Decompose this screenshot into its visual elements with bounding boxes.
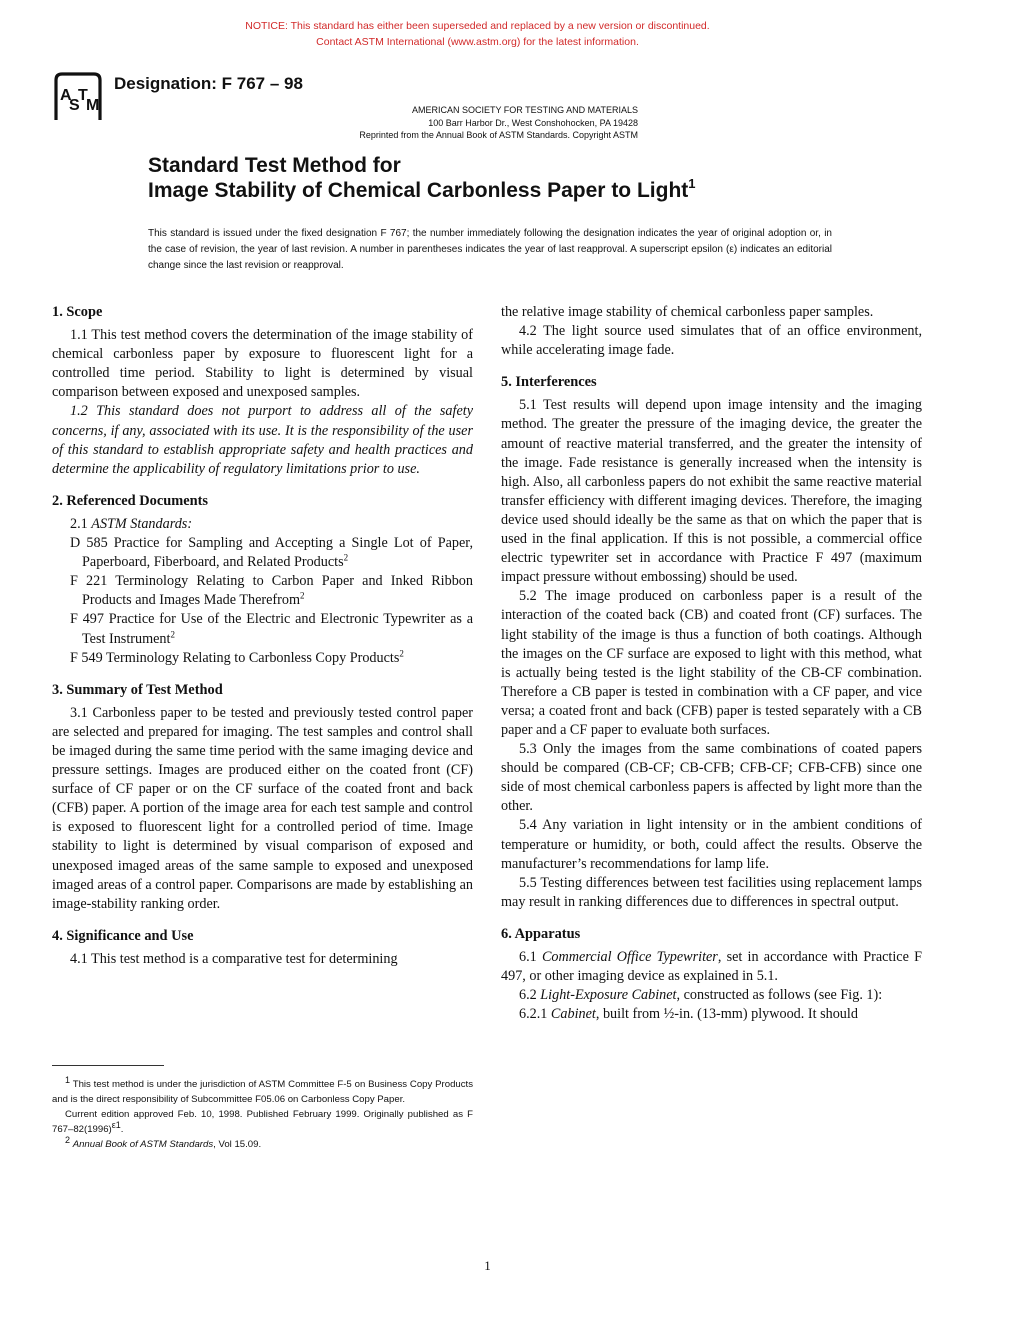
significance-heading: 4. Significance and Use (52, 927, 194, 944)
ref-item-text: D 585 Practice for Sampling and Accepting a Single Lot of Paper, Paperboard, Fiberboard, and Related Products (70, 535, 473, 571)
footnote-1-mark: 1 (65, 1074, 71, 1085)
ref-heading: 2. Referenced Documents (52, 492, 208, 509)
page-number: 1 (484, 1258, 491, 1273)
ref-item-text: F 497 Practice for Use of the Electric and Electronic Typewriter as a Test Instrument (70, 611, 473, 647)
app-6-1-italic: Commercial Office Typewriter (541, 949, 718, 965)
svg-text:M: M (86, 97, 100, 114)
interf-5-5: 5.5 Testing differences between test facilities using replacement lamps may result in ranking differences due to differences in spectral output. (501, 874, 922, 910)
document-title (148, 153, 696, 203)
app-6-2-num: 6.2 (519, 987, 537, 1004)
svg-text:S: S (69, 97, 80, 114)
interf-5-4: 5.4 Any variation in light intensity or in the ambient conditions of temperature or humidity, or both, could affect the results. Observe the manufacturer’s recommendations for lamp life. (501, 817, 922, 872)
ref-item (52, 610, 473, 648)
footnote-2-italic: Annual Book of ASTM Standards (72, 1139, 214, 1150)
footnote-1-edition (52, 1107, 473, 1137)
ref-item-mark: 2 (300, 590, 305, 601)
ref-2-1-label: ASTM Standards: (91, 515, 193, 532)
app-6-2 (501, 986, 922, 1005)
significance-4-1-cont: the relative image stability of chemical carbonless paper samples. (501, 304, 874, 320)
footnote-2-mark: 2 (65, 1134, 71, 1145)
scope-1-2-text: 1.2 This standard does not purport to address all of the safety concerns, if any, associated with its use. It is the responsibility of the user of this standard to establish appropriate safety and health practices and determine the applicability of regulatory limitations prior to use. (52, 403, 473, 477)
summary-3-1: 3.1 Carbonless paper to be tested and previously tested control paper are selected and prepared for imaging. The test samples and control shall be imaged during the same time period with the same imaging device and pressure settings. Images are produced either on the coated front (CF) surface of CF paper or on the CF surface of the coated front and back (CFB) paper. A portion of the image area for each test sample and control is exposed to fluorescent light for a controlled period of time. Image stability to light is determined by visual comparison of exposed and unexposed imaged areas of the same sample to exposed and unexposed imaged areas of a control paper. Comparisons are made by establishing an image-stability ranking order. (52, 704, 473, 912)
svg-text:A: A (60, 87, 72, 104)
left-column (52, 303, 473, 969)
app-6-1 (501, 948, 922, 986)
ref-item-text: F 221 Terminology Relating to Carbon Paper and Inked Ribbon Products and Images Made Therefrom (70, 573, 473, 609)
app-6-2-rest: , constructed as follows (see Fig. 1): (676, 987, 883, 1004)
app-6-1-rest: , set in accordance with Practice F 497, or other imaging device as explained in 5.1. (501, 949, 922, 985)
significance-4-2: 4.2 The light source used simulates that of an office environment, while accelerating image fade. (501, 323, 922, 359)
svg-text:T: T (78, 87, 88, 104)
app-6-2-1-num: 6.2.1 (519, 1006, 548, 1023)
interf-5-2: 5.2 The image produced on carbonless paper is a result of the interaction of the coated back (CB) and coated front (CF) surfaces. The light stability of the image is thus a function of both coatings. Although the images on the CF surface are exposed to light with this method, what is actually being tested is the light stability of the CB-CF combination. Therefore a CB paper is tested in combination with a CF paper, and vice versa; a coated front and back (CFB) paper is tested separately with a CB paper and a CF paper to evaluate both surfaces. (501, 588, 922, 738)
notice-line-1: NOTICE: This standard has either been superseded and replaced by a new version or discontinued. (245, 20, 710, 32)
title-line-2-text: Image Stability of Chemical Carbonless Paper to Light (148, 179, 689, 202)
ref-item-mark: 2 (399, 647, 404, 658)
app-6-1-num: 6.1 (519, 949, 537, 965)
ref-item-mark: 2 (343, 552, 349, 563)
ref-item (52, 572, 473, 610)
ref-item (52, 534, 473, 572)
footnote-1-edition-mark: ε1 (111, 1119, 121, 1130)
footnote-1-edition-end: . (120, 1124, 124, 1135)
society-line-3: Reprinted from the Annual Book of ASTM Standards. Copyright ASTM (359, 130, 638, 140)
app-6-2-1-italic: Cabinet (550, 1006, 596, 1023)
footnote-1-edition-text: Current edition approved Feb. 10, 1998. Published February 1999. Originally published as F 767–82(1996) (52, 1109, 473, 1135)
issued-note: This standard is issued under the fixed designation F 767; the number immediately following the designation indicates the year of original adoption or, in the case of revision, the year of last revision. A number in parentheses indicates the year of last reapproval. A superscript epsilon (ε) indicates an editorial change since the last revision or reapproval. (148, 228, 832, 271)
right-column (501, 303, 922, 1024)
ref-item-mark: 2 (170, 628, 175, 639)
ref-item (52, 649, 473, 668)
scope-heading: 1. Scope (52, 304, 103, 320)
supersede-notice (0, 18, 955, 50)
summary-heading: 3. Summary of Test Method (52, 681, 223, 698)
ref-item-text: F 549 Terminology Relating to Carbonless Copy Products (70, 649, 400, 666)
society-line-2: 100 Barr Harbor Dr., West Conshohocken, PA 19428 (428, 117, 638, 128)
astm-logo-icon (48, 70, 108, 124)
interf-5-3: 5.3 Only the images from the same combinations of coated papers should be compared (CB-CF; CB-CFB; CFB-CF; CFB-CFB) since one side of most chemical carbonless papers is affected by light more than the other. (501, 741, 922, 815)
interferences-heading: 5. Interferences (501, 374, 597, 391)
footnote-1 (52, 1074, 474, 1107)
title-footnote-mark: 1 (688, 176, 696, 191)
footnote-rule (52, 1065, 164, 1066)
designation: Designation: F 767 – 98 (114, 74, 303, 93)
footnote-2-rest: , Vol 15.09. (213, 1139, 262, 1150)
interf-5-1: 5.1 Test results will depend upon image intensity and the imaging method. The greater the pressure of the imaging device, the greater the amount of reactive material transferred, and the greater the intensity of the image. Fade resistance is generally increased when the intensity is high. Also, all carbonless papers do not exhibit the same reactive material transfer efficiency with different imaging devices. Therefore, the imaging device used should ideally be the same as that on which the paper that is used in the final application. If this is not possible, a commercial office electric typewriter set in accordance with Practice F 497 (maximum impact pressure without embossing) should be used. (501, 397, 922, 586)
society-line-1: AMERICAN SOCIETY FOR TESTING AND MATERIALS (411, 105, 638, 115)
ref-2-1-num: 2.1 (70, 515, 88, 532)
footnote-2 (52, 1134, 473, 1152)
ref-2-1 (52, 515, 473, 534)
scope-1-2 (52, 402, 473, 478)
app-6-2-1 (501, 1005, 922, 1024)
footnote-1-text: This test method is under the jurisdiction of ASTM Committee F-5 on Business Copy Products and is the direct responsibility of Subcommittee F05.06 on Carbonless Copy Paper. (52, 1079, 474, 1105)
app-6-2-italic: Light-Exposure Cabinet (540, 987, 677, 1004)
significance-4-1-start: 4.1 This test method is a comparative test for determining (70, 950, 398, 967)
title-line-1: Standard Test Method for (148, 154, 401, 177)
footnotes (52, 1074, 474, 1152)
society-info (359, 104, 638, 142)
notice-line-2: Contact ASTM International (www.astm.org) for the latest information. (316, 36, 639, 48)
app-6-2-1-rest: , built from ½-in. (13-mm) plywood. It should (595, 1006, 858, 1023)
scope-1-1: 1.1 This test method covers the determination of the image stability of chemical carbonless paper by exposure to fluorescent light for a controlled time period. Stability to light is determined by visual comparison between exposed and unexposed samples. (52, 327, 473, 401)
title-line-2 (148, 178, 696, 203)
apparatus-heading: 6. Apparatus (501, 925, 581, 942)
